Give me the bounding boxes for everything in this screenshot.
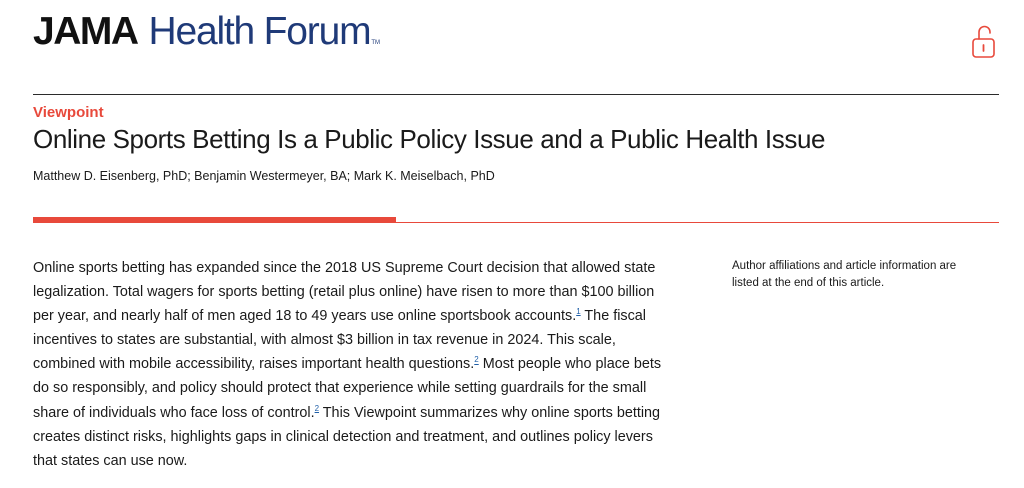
body-line: creates distinct risks, highlights gaps in clinical detection and treatment, and outlines policy levers — [33, 428, 653, 445]
reference-link[interactable]: 1 — [576, 307, 581, 317]
title-divider-accent — [33, 217, 396, 223]
article-title: Online Sports Betting Is a Public Policy Issue and a Public Health Issue — [33, 124, 826, 154]
body-line: Online sports betting has expanded since the 2018 US Supreme Court decision that allowed state — [33, 260, 656, 276]
sidebar-line: Author affiliations and article information are — [732, 260, 957, 272]
body-line: do so responsibly, and policy should protect that experience while setting guardrails for the small — [33, 380, 647, 397]
body-line — [33, 352, 693, 376]
body-text-segment: combined with mobile accessibility, raises important health questions. — [33, 356, 475, 373]
article-type-label: Viewpoint — [33, 104, 104, 121]
header-divider — [33, 94, 999, 95]
logo-trademark: TM — [371, 40, 381, 46]
body-line — [33, 401, 693, 425]
reference-link[interactable]: 2 — [314, 403, 320, 413]
logo-jama: JAMA — [33, 10, 138, 53]
reference-link[interactable]: 2 — [474, 355, 479, 365]
body-line: incentives to states are substantial, with almost $3 billion in tax revenue in 2024. This scale, — [33, 332, 616, 349]
body-text-segment: The fiscal — [580, 308, 646, 325]
sidebar-line: listed at the end of this article. — [732, 277, 885, 289]
body-line: that states can use now. — [33, 452, 188, 469]
article-body — [33, 256, 693, 473]
author-info-note — [732, 258, 992, 292]
body-text-segment: Most people who place bets — [478, 356, 662, 373]
body-line: legalization. Total wagers for sports betting (retail plus online) have risen to more than $100 billion — [33, 284, 655, 301]
logo-health-forum: Health Forum — [148, 10, 371, 53]
author-list[interactable]: Matthew D. Eisenberg, PhD; Benjamin Westermeyer, BA; Mark K. Meiselbach, PhD — [33, 169, 495, 183]
body-text-segment: per year, and nearly half of men aged 18 to 49 years use online sportsbook accounts. — [33, 308, 577, 325]
body-text-segment: This Viewpoint summarizes why online sports betting — [319, 404, 661, 421]
open-lock-icon[interactable] — [970, 22, 998, 60]
body-line — [33, 304, 693, 328]
journal-logo[interactable] — [33, 10, 380, 60]
body-text-segment: share of individuals who face loss of control. — [33, 404, 315, 421]
